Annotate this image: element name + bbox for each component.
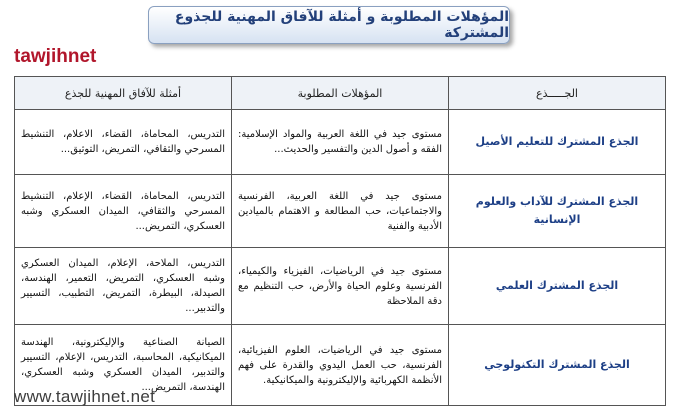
stream-name: الجذع المشترك للآداب والعلوم الإنسانية — [449, 175, 666, 248]
header-stream: الجـــــذع — [449, 77, 666, 110]
qualifications-cell: مستوى جيد في الرياضيات، العلوم الفيزيائية، الفرنسية، حب العمل اليدوي والقدرة على فهم الأنظمة الكهربائية والإليكترونية والميكانيكية. — [232, 325, 449, 406]
horizons-cell: التدريس، المحاماة، القضاء، الاعلام، التنشيط المسرحي والثقافي، التمريض، التوثيق... — [15, 110, 232, 175]
horizons-cell: التدريس، المحاماة، القضاء، الإعلام، التنشيط المسرحي والثقافي، الميدان العسكري وشبه العسكري، التمريض... — [15, 175, 232, 248]
header-qualifications: المؤهلات المطلوبة — [232, 77, 449, 110]
watermark-url: www.tawjihnet.net — [14, 387, 156, 406]
header-row — [15, 77, 666, 110]
stream-name: الجذع المشترك العلمي — [449, 248, 666, 325]
stream-name: الجذع المشترك التكنولوجي — [449, 325, 666, 406]
header-horizons: أمثلة للآفاق المهنية للجذع — [15, 77, 232, 110]
table-row — [15, 175, 666, 248]
stream-name: الجذع المشترك للتعليم الأصيل — [449, 110, 666, 175]
qualifications-cell: مستوى جيد في الرياضيات، الفيزياء والكيمياء، الفرنسية وعلوم الحياة والأرض، حب التنظيم مع دقة الملاحظة — [232, 248, 449, 325]
horizons-cell: التدريس، الملاحة، الإعلام، الميدان العسكري وشبه العسكري، التمريض، التعمير، الهندسة، الصيدلة، البيطرة، التمريض، التطبيب، التسيير والتدبير... — [15, 248, 232, 325]
table-row — [15, 110, 666, 175]
page-title: المؤهلات المطلوبة و أمثلة للآفاق المهنية للجذوع المشتركة — [148, 6, 510, 44]
qualifications-cell: مستوى جيد في اللغة العربية، الفرنسية والاجتماعيات، حب المطالعة و الاهتمام بالميادين الأدبية والفنية — [232, 175, 449, 248]
qualifications-cell: مستوى جيد في اللغة العربية والمواد الإسلامية: الفقه و أصول الدين والتفسير والحديث... — [232, 110, 449, 175]
watermark-logo: tawjihnet — [14, 46, 97, 67]
table-row — [15, 248, 666, 325]
streams-table — [14, 76, 666, 406]
horizons-cell: الصيانة الصناعية والإليكترونية، الهندسة الميكانيكية، المحاسبة، التدريس، الإعلام، التسيير والتدبير، الميدان العسكري وشبه العسكري، الهندسة، التمريض... — [15, 325, 232, 406]
